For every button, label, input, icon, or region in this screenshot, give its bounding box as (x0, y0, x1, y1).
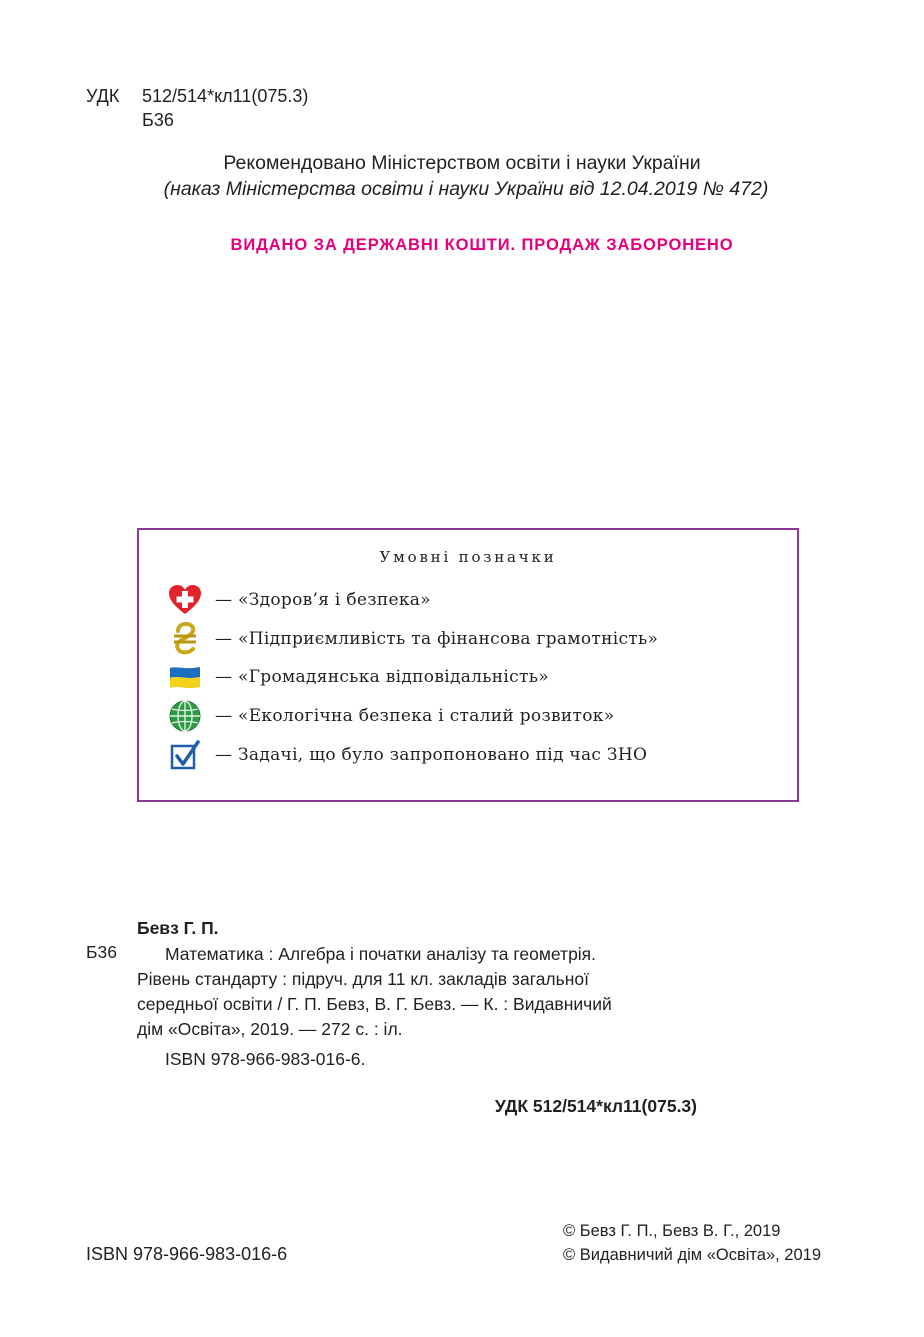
udk-code: 512/514*кл11(075.3) (142, 86, 309, 106)
catalog-line: Математика : Алгебра і початки аналізу та геометрія. (165, 944, 597, 964)
catalog-line: середньої освіти / Г. П. Бевз, В. Г. Бевз. — К. : Видавничий (137, 994, 612, 1014)
legend-item-label: — «Громадянська відповідальність» (215, 667, 549, 687)
catalog-description (137, 942, 612, 1042)
udk-label: УДК (86, 86, 120, 106)
health-heart-cross-icon (167, 584, 203, 616)
catalog-class-mark: Б36 (86, 942, 117, 962)
hryvnia-sign-icon (167, 623, 203, 655)
legend-item-label: — «Здоров’я і безпека» (215, 590, 431, 610)
legend-item-zno (167, 739, 647, 771)
legend-item-label: — Задачі, що було запропоновано під час ЗНО (215, 745, 648, 765)
catalog-line: дім «Освіта», 2019. — 272 с. : іл. (137, 1019, 403, 1039)
legend-item-label: — «Підприємливість та фінансова грамотність» (215, 629, 659, 649)
copyright-authors: © Бевз Г. П., Бевз В. Г., 2019 (563, 1222, 781, 1240)
class-mark: Б36 (142, 110, 174, 130)
green-globe-icon (167, 700, 203, 732)
checkbox-checked-icon (167, 739, 203, 771)
catalog-line: Рівень стандарту : підруч. для 11 кл. закладів загальної (137, 969, 590, 989)
catalog-isbn: ISBN 978-966-983-016-6. (165, 1049, 366, 1069)
legend-item-health (167, 584, 431, 616)
copyright-publisher: © Видавничий дім «Освіта», 2019 (563, 1246, 821, 1264)
legend-item-civic (167, 661, 549, 693)
free-distribution-notice: ВИДАНО ЗА ДЕРЖАВНІ КОШТИ. ПРОДАЖ ЗАБОРОНЕНО (230, 236, 734, 254)
ukraine-flag-icon (167, 661, 203, 693)
catalog-author: Бевз Г. П. (137, 918, 219, 938)
footer-isbn: ISBN 978-966-983-016-6 (86, 1244, 288, 1264)
legend-title: Умовні позначки (379, 548, 557, 566)
recommendation-order: (наказ Міністерства освіти і науки України від 12.04.2019 № 472) (163, 178, 769, 200)
legend-box (137, 528, 799, 802)
legend-item-finance (167, 623, 658, 655)
legend-item-label: — «Екологічна безпека і сталий розвиток» (215, 706, 615, 726)
legend-item-ecology (167, 700, 614, 732)
recommendation-line: Рекомендовано Міністерством освіти і науки України (223, 152, 701, 174)
catalog-udk: УДК 512/514*кл11(075.3) (494, 1096, 697, 1116)
